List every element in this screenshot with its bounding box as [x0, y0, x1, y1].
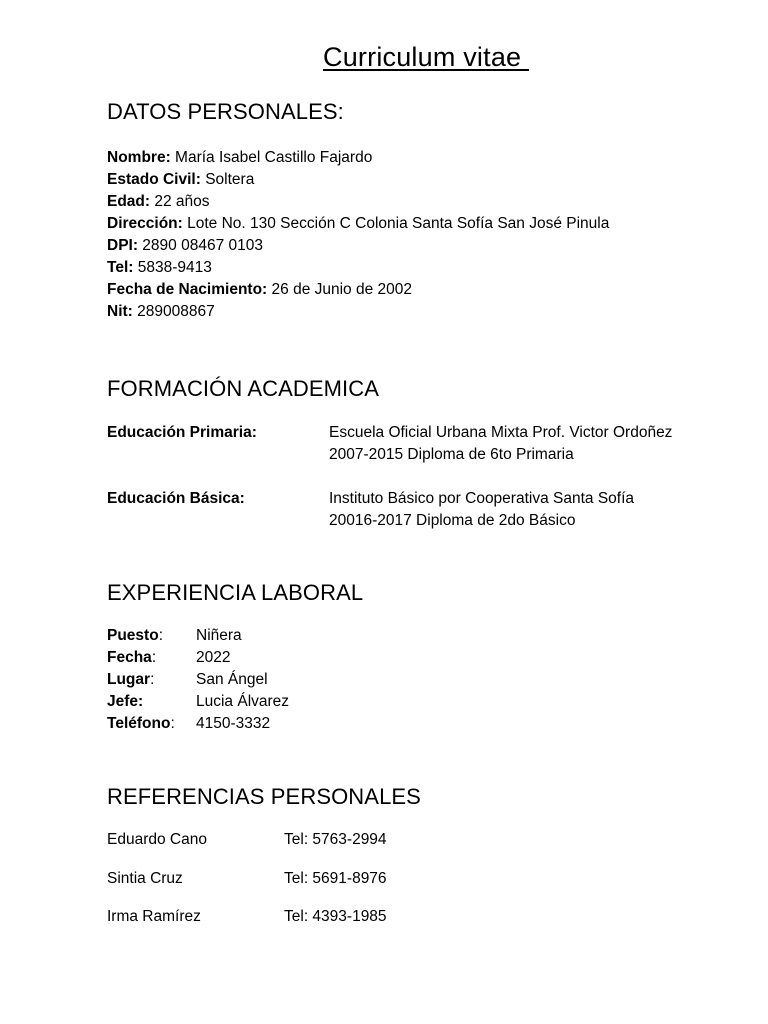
personal-item-dpi: [107, 235, 609, 257]
field-label: Fecha de Nacimiento:: [107, 281, 268, 298]
personal-item-nit: [107, 301, 609, 323]
field-label-colon: :: [170, 715, 175, 732]
field-label-colon: :: [151, 649, 157, 666]
field-value: Lucia Álvarez: [196, 693, 290, 710]
job-item-phone: [107, 713, 507, 735]
section-heading-references: REFERENCIAS PERSONALES: [107, 784, 421, 809]
field-label: Edad:: [107, 193, 151, 210]
education-school: Escuela Oficial Urbana Mixta Prof. Victor Ordoñez: [329, 424, 673, 441]
field-value: Soltera: [200, 171, 255, 188]
reference-name: Sintia Cruz: [107, 869, 183, 887]
education-school: Instituto Básico por Cooperativa Santa Sofía: [329, 490, 635, 507]
job-item-place: [107, 669, 507, 691]
education-diploma: 2007-2015 Diploma de 6to Primaria: [329, 446, 574, 463]
personal-item-address: [107, 213, 609, 235]
field-label: Nombre:: [107, 149, 171, 166]
field-label: Lugar: [107, 671, 151, 688]
field-label-colon: :: [158, 627, 163, 644]
reference-phone: Tel: 5691-8976: [284, 869, 387, 887]
reference-phone: Tel: 5763-2994: [284, 831, 387, 848]
personal-item-age: [107, 191, 609, 213]
page-title: Curriculum vitae: [323, 42, 529, 72]
reference-name: Eduardo Cano: [107, 831, 207, 848]
reference-phone: Tel: 4393-1985: [284, 908, 387, 925]
field-label: Teléfono: [107, 715, 171, 732]
education-details: [329, 488, 634, 532]
field-value: María Isabel Castillo Fajardo: [170, 149, 373, 166]
field-value: 5838-9413: [133, 259, 212, 276]
job-details-list: [107, 625, 507, 735]
personal-item-birthdate: [107, 279, 609, 301]
field-label: Tel:: [107, 259, 134, 276]
personal-data-list: [107, 147, 609, 323]
job-item-position: [107, 625, 507, 647]
field-value: 26 de Junio de 2002: [267, 281, 413, 298]
field-value: San Ángel: [196, 671, 268, 688]
field-value: 2890 08467 0103: [138, 237, 263, 254]
education-diploma: 20016-2017 Diploma de 2do Básico: [329, 512, 576, 529]
field-label: Dirección:: [107, 215, 183, 232]
field-value: 289008867: [132, 303, 215, 320]
field-label: Nit:: [107, 303, 133, 320]
references-list: [107, 829, 507, 945]
reference-name: Irma Ramírez: [107, 908, 201, 925]
field-value: 2022: [196, 649, 231, 666]
field-label-colon: :: [150, 671, 155, 688]
field-label: Estado Civil:: [107, 171, 201, 188]
field-label: Fecha: [107, 649, 152, 666]
field-label: Jefe:: [107, 693, 144, 710]
section-heading-personal: DATOS PERSONALES:: [107, 99, 344, 124]
section-heading-labor: EXPERIENCIA LABORAL: [107, 580, 364, 605]
education-label: Educación Primaria:: [107, 424, 257, 441]
field-label: Puesto: [107, 627, 159, 644]
field-label: DPI:: [107, 237, 138, 254]
field-value: 4150-3332: [196, 715, 271, 732]
personal-item-phone: [107, 257, 609, 279]
education-details: [329, 422, 672, 466]
job-item-boss: [107, 691, 507, 713]
field-value: 22 años: [150, 193, 210, 210]
field-value: Niñera: [196, 627, 242, 644]
job-item-date: [107, 647, 507, 669]
reference-item: [107, 906, 507, 945]
personal-item-civil-status: [107, 169, 609, 191]
education-label: Educación Básica:: [107, 490, 245, 507]
personal-item-name: [107, 147, 609, 169]
reference-item: [107, 829, 507, 868]
reference-item: [107, 868, 507, 907]
section-heading-academic: FORMACIÓN ACADEMICA: [107, 376, 380, 401]
field-value: Lote No. 130 Sección C Colonia Santa Sofía San José Pinula: [182, 215, 610, 232]
